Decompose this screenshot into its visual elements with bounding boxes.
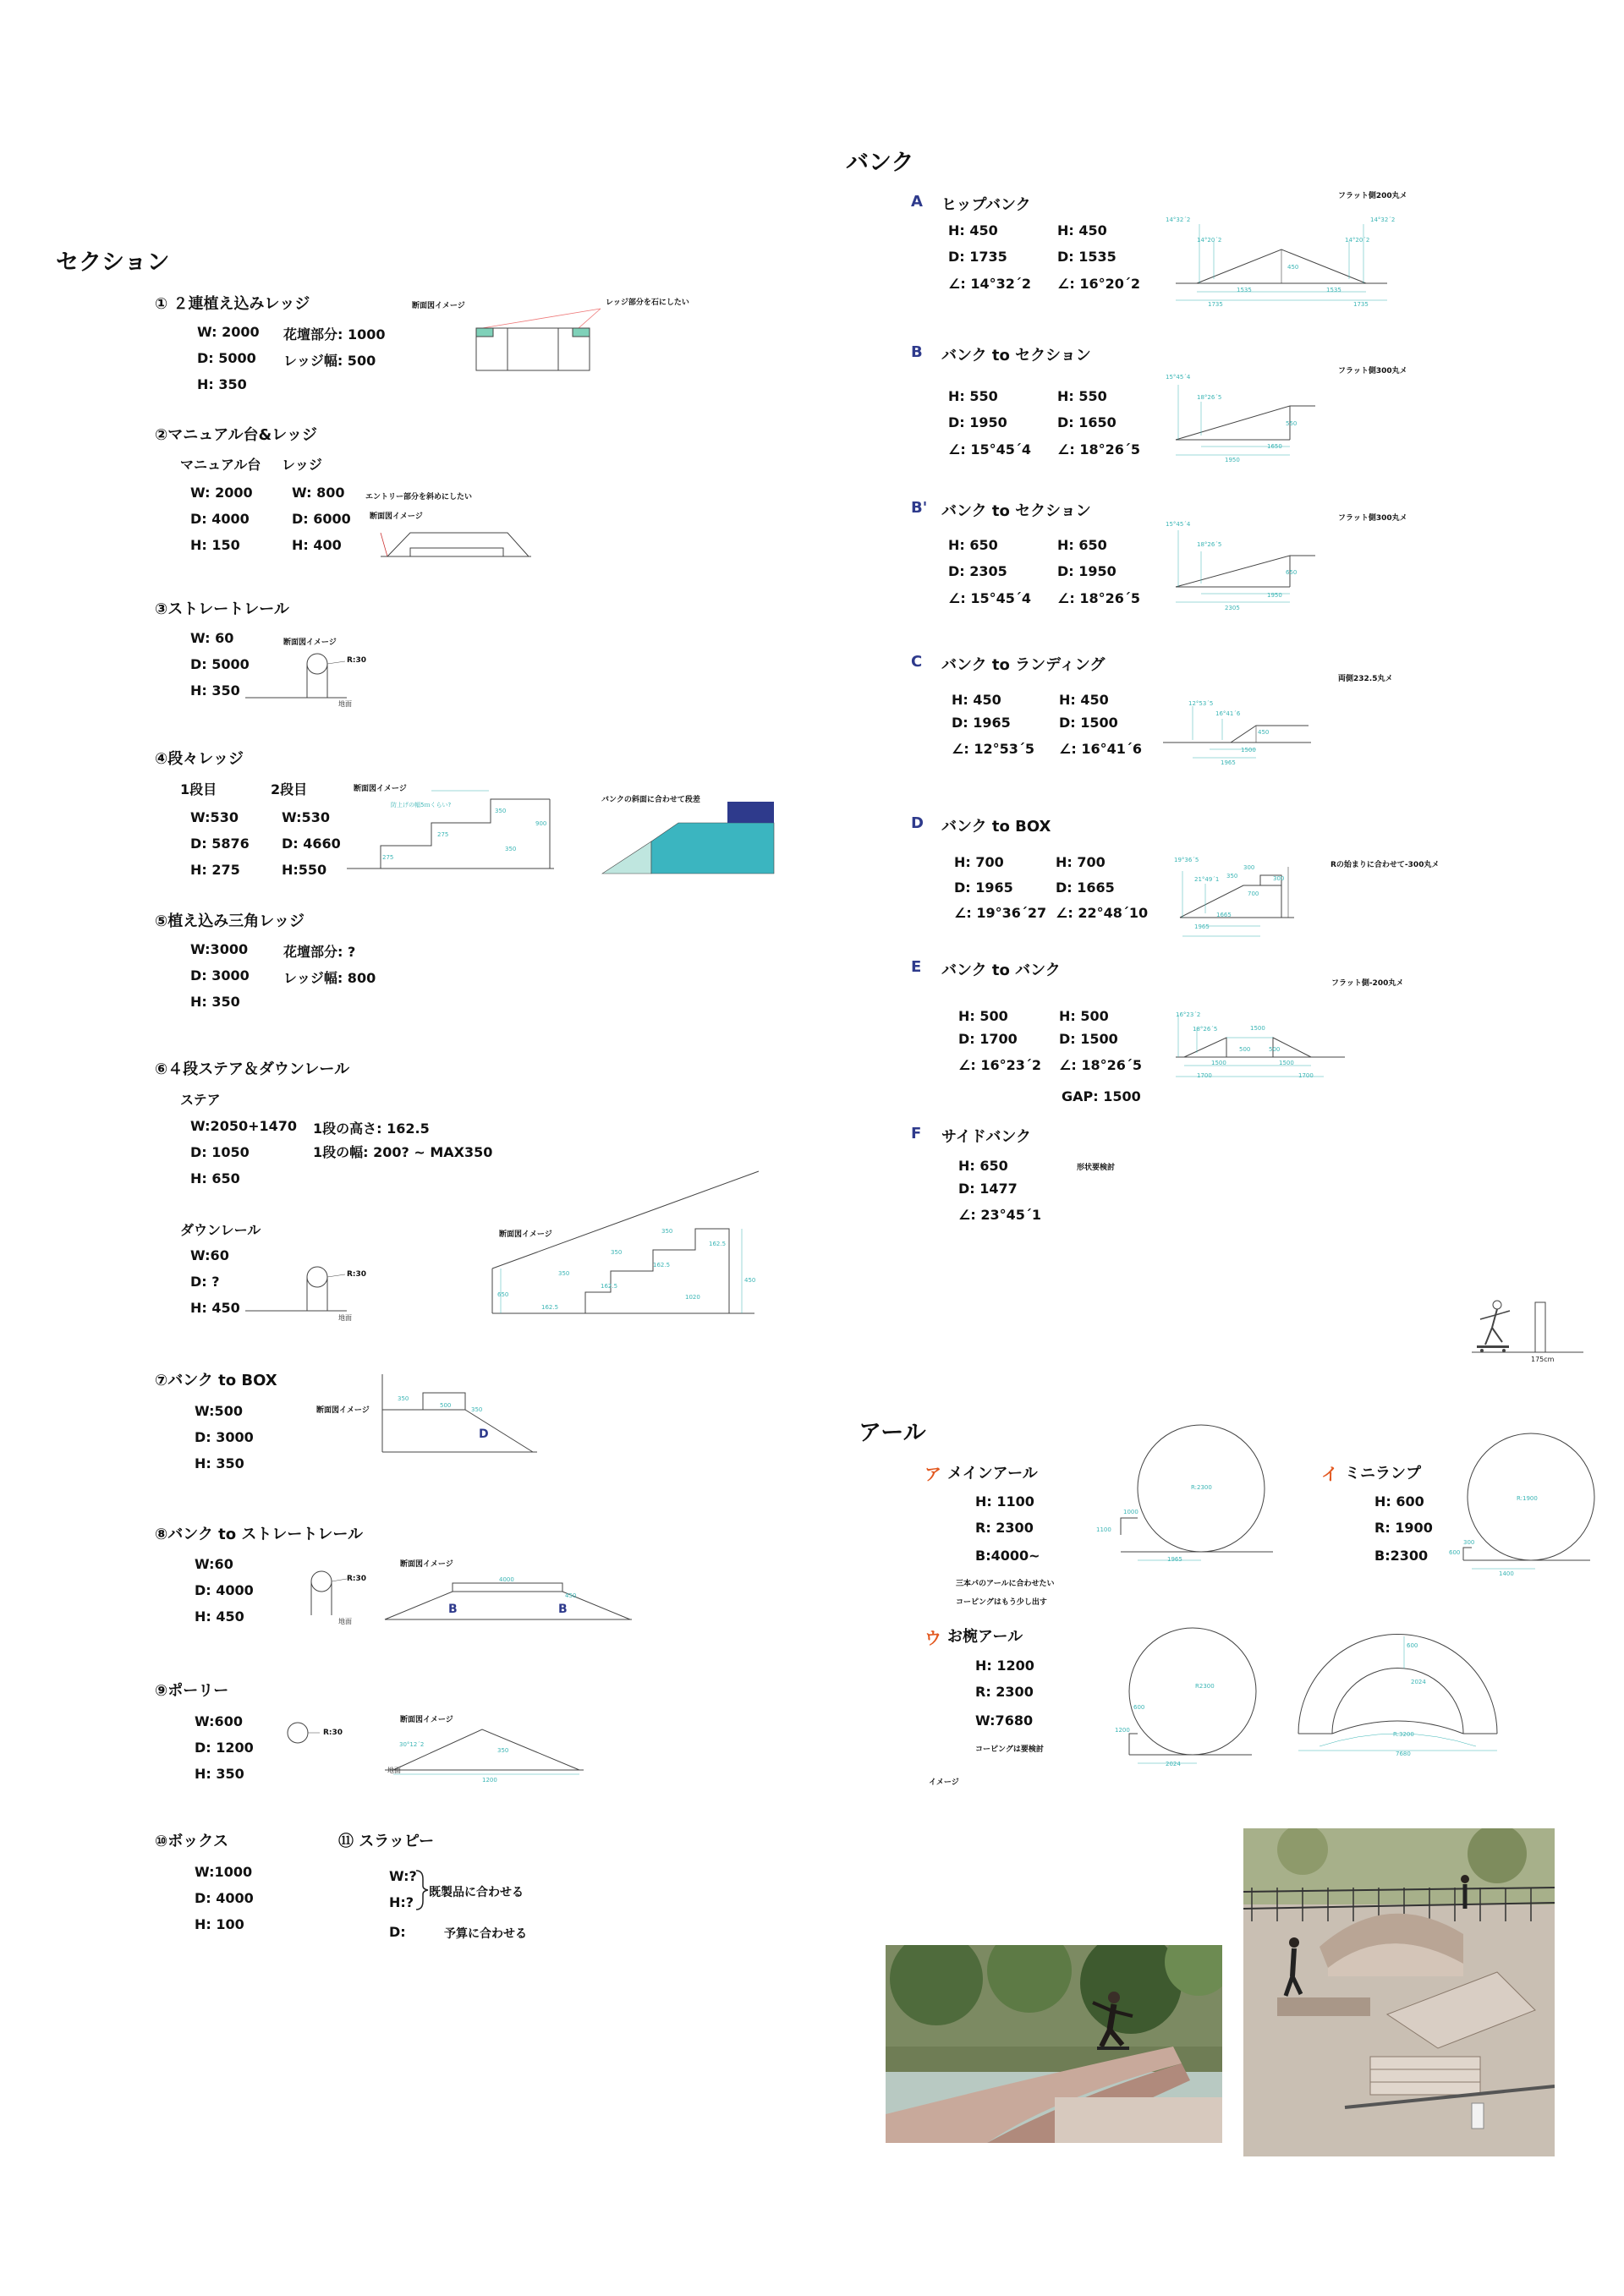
s6-rw: W:60 — [190, 1247, 229, 1263]
bank-e-v500b: 500 — [1269, 1046, 1281, 1053]
bank-b-v550: 550 — [1286, 420, 1298, 427]
s6-rail-diagram — [245, 1260, 347, 1319]
s8-b2: B — [558, 1603, 568, 1616]
bank-b-title: バンク to セクション — [941, 347, 1091, 364]
s7-dim-350a: 350 — [398, 1395, 409, 1402]
s8-diagram — [385, 1581, 634, 1624]
s8-img-label: 断面図イメージ — [400, 1560, 453, 1569]
bank-c-h2: H: 450 — [1059, 692, 1109, 708]
bank-f-a: ∠: 23°45´1 — [958, 1207, 1041, 1223]
s8-title: ⑧バンク to ストレートレール — [155, 1526, 364, 1543]
s3-h: H: 350 — [190, 682, 240, 699]
bank-heading: バンク — [846, 150, 914, 176]
bank-a-letter: A — [911, 193, 923, 211]
s8-w: W:60 — [195, 1556, 233, 1572]
bank-c-a2: ∠: 16°41´6 — [1059, 741, 1142, 757]
bank-d-v700: 700 — [1248, 890, 1259, 897]
skate-photo-left — [886, 1945, 1222, 2143]
bank-d-title: バンク to BOX — [941, 818, 1051, 836]
bank-a-d1: D: 1735 — [948, 249, 1007, 265]
s9-diagram — [385, 1725, 588, 1776]
s6-dim-1020: 1020 — [685, 1294, 700, 1301]
bank-c-h1: H: 450 — [952, 692, 1001, 708]
bank-d-a1: ∠: 19°36´27 — [954, 905, 1047, 921]
s9-ground: 地面 — [387, 1767, 401, 1774]
s4-note2: バンクの斜面に合わせて段差 — [601, 796, 700, 804]
bank-d-d2: D: 1665 — [1056, 879, 1115, 896]
earl-u-kana: ウ — [924, 1628, 941, 1648]
s6-dim-1625d: 162.5 — [541, 1304, 559, 1311]
bank-e-h1: H: 500 — [958, 1008, 1008, 1024]
s11-w: W:? — [389, 1868, 417, 1884]
earl-i-h: H: 600 — [1374, 1493, 1424, 1510]
bank-b-diagram — [1176, 381, 1320, 465]
s5-h: H: 350 — [190, 994, 240, 1010]
bank-e-note: フラット側-200丸メ — [1331, 979, 1404, 988]
s2-d2: D: 6000 — [292, 511, 351, 527]
earl-a-rlabel: R:2300 — [1191, 1484, 1212, 1491]
bank-a-note: フラット側200丸メ — [1338, 192, 1407, 200]
earl-a-title: メインアール — [947, 1465, 1038, 1482]
skate-photo-right — [1243, 1828, 1555, 2156]
s2-w2: W: 800 — [292, 485, 345, 501]
earl-a-h: H: 1100 — [975, 1493, 1034, 1510]
s6-dim-450: 450 — [744, 1277, 756, 1284]
s8-b1: B — [448, 1603, 458, 1616]
s4-dim-350a: 350 — [495, 808, 507, 814]
bank-c-v1500: 1500 — [1241, 747, 1256, 753]
s1-d: D: 5000 — [197, 350, 256, 366]
bank-d-v1965: 1965 — [1194, 923, 1210, 930]
bank-e-h2: H: 500 — [1059, 1008, 1109, 1024]
s6-step-h: 1段の高さ: 162.5 — [313, 1121, 430, 1137]
s2-title: ②マニュアル台&レッジ — [155, 426, 318, 444]
s8-r: R:30 — [347, 1575, 367, 1583]
section-heading: セクション — [56, 249, 170, 276]
s2-h2: H: 400 — [292, 537, 342, 553]
bank-b2-a2: ∠: 18°26´5 — [1057, 590, 1140, 606]
s11-d: D: — [389, 1924, 406, 1940]
s9-dim-350: 350 — [497, 1747, 509, 1754]
s8-ground: 地面 — [338, 1618, 352, 1625]
earl-image-label: イメージ — [929, 1778, 959, 1787]
bank-e-v1500b: 1500 — [1211, 1060, 1226, 1066]
s9-rail-circle — [286, 1721, 311, 1746]
s9-r: R:30 — [323, 1729, 343, 1737]
s5-w: W:3000 — [190, 941, 249, 957]
earl-i-v300: 300 — [1463, 1539, 1475, 1546]
s4-d1: D: 5876 — [190, 836, 250, 852]
s6-dim-650: 650 — [497, 1291, 509, 1298]
s6-dim-1625c: 162.5 — [601, 1283, 618, 1290]
s1-note: レッジ部分を石にしたい — [606, 299, 689, 307]
earl-a-note2: コーピングはもう少し出す — [956, 1598, 1047, 1607]
bank-f-note: 形状要検討 — [1077, 1164, 1116, 1172]
bank-c-d2: D: 1500 — [1059, 715, 1118, 731]
bank-a-d2: D: 1535 — [1057, 249, 1116, 265]
s1-diagram — [474, 300, 592, 376]
s1-title: ① ２連植え込みレッジ — [155, 295, 310, 313]
s1-h: H: 350 — [197, 376, 247, 392]
bank-d-a2: ∠: 22°48´10 — [1056, 905, 1149, 921]
bank-b2-ang2: 18°26´5 — [1197, 541, 1222, 548]
s8-dim-4000: 4000 — [499, 1576, 514, 1583]
s1-w: W: 2000 — [197, 324, 260, 340]
bank-b2-letter: B' — [911, 499, 928, 517]
s4-dim-350b: 350 — [505, 846, 517, 852]
bank-f-d: D: 1477 — [958, 1181, 1018, 1197]
s11-note2: 予算に合わせる — [444, 1927, 527, 1941]
bank-d-v350: 350 — [1226, 873, 1238, 879]
bank-e-letter: E — [911, 958, 922, 976]
s6-rh: H: 450 — [190, 1300, 240, 1316]
s4-d2: D: 4660 — [282, 836, 341, 852]
s9-angle: 30°12´2 — [399, 1741, 425, 1748]
bank-b-d2: D: 1650 — [1057, 414, 1116, 430]
earl-i-title: ミニランプ — [1345, 1465, 1421, 1482]
s2-d1: D: 4000 — [190, 511, 250, 527]
bank-f-letter: F — [911, 1125, 922, 1143]
s2-w1: W: 2000 — [190, 485, 253, 501]
s4-h1: H: 275 — [190, 862, 240, 878]
s7-d: D: 3000 — [195, 1429, 254, 1445]
s3-ground: 地面 — [338, 700, 352, 708]
s9-h: H: 350 — [195, 1766, 244, 1782]
bank-b-ang1: 15°45´4 — [1166, 374, 1191, 381]
bank-d-ang1: 19°36´5 — [1174, 857, 1199, 863]
bank-f-h: H: 650 — [958, 1158, 1008, 1174]
bank-a-diagram — [1176, 220, 1396, 304]
bank-d-ang2: 21°49´1 — [1194, 876, 1220, 883]
s1-img-label: 断面図イメージ — [412, 302, 465, 310]
bank-b2-v2305: 2305 — [1225, 605, 1240, 611]
s3-title: ③ストレートレール — [155, 600, 289, 618]
bank-b2-note: フラット側300丸メ — [1338, 514, 1407, 523]
bank-e-d2: D: 1500 — [1059, 1031, 1118, 1047]
bank-b-v1950: 1950 — [1225, 457, 1240, 463]
bank-b2-v650: 650 — [1286, 569, 1298, 576]
skater-scale-icon — [1472, 1298, 1586, 1366]
earl-u-v2024: 2024 — [1166, 1761, 1181, 1767]
s8-rail-diagram — [262, 1564, 347, 1624]
bank-c-title: バンク to ランディング — [941, 656, 1106, 674]
s5-ledge: レッジ幅: 800 — [283, 970, 376, 986]
s4-title: ④段々レッジ — [155, 750, 244, 768]
s3-r: R:30 — [347, 656, 367, 665]
s6-d: D: 1050 — [190, 1144, 250, 1160]
s10-h: H: 100 — [195, 1916, 244, 1932]
s4-note: 防上げの幅5ｍくらい? — [391, 802, 452, 808]
bank-a-v450: 450 — [1287, 264, 1299, 271]
bank-b-note: フラット側300丸メ — [1338, 367, 1407, 375]
s4-h2: H:550 — [282, 862, 327, 878]
bank-e-gap: GAP: 1500 — [1062, 1088, 1141, 1104]
s6-rd: D: ? — [190, 1274, 220, 1290]
earl-i-b: B:2300 — [1374, 1548, 1429, 1564]
bank-d-v300a: 300 — [1243, 864, 1255, 871]
s9-dim-1200: 1200 — [482, 1777, 497, 1784]
s8-d: D: 4000 — [195, 1582, 254, 1598]
bank-a-v1735b: 1735 — [1353, 301, 1369, 308]
s2-col2: レッジ — [282, 457, 322, 473]
s11-note1: 既製品に合わせる — [429, 1886, 524, 1899]
bank-a-v1535a: 1535 — [1237, 287, 1252, 293]
bank-a-v1535b: 1535 — [1326, 287, 1341, 293]
s2-col1: マニュアル台 — [180, 457, 261, 473]
bank-b2-d2: D: 1950 — [1057, 563, 1116, 579]
bank-b2-h2: H: 650 — [1057, 537, 1107, 553]
earl-heading: アール — [859, 1420, 926, 1446]
bank-c-v1965: 1965 — [1221, 759, 1236, 766]
bank-b-h2: H: 550 — [1057, 388, 1107, 404]
bank-e-a2: ∠: 18°26´5 — [1059, 1057, 1142, 1073]
bank-e-v1500a: 1500 — [1250, 1025, 1265, 1032]
s1-ledge: レッジ幅: 500 — [283, 353, 376, 369]
earl-u-v1200: 1200 — [1115, 1727, 1130, 1734]
s2-note: エントリー部分を斜めにしたい — [365, 493, 473, 501]
bank-a-title: ヒップバンク — [941, 196, 1031, 214]
s6-title: ⑥４段ステア＆ダウンレール — [155, 1060, 350, 1078]
bank-e-title: バンク to バンク — [941, 962, 1061, 979]
earl-u-r2: R:3200 — [1393, 1731, 1414, 1738]
earl-u-v600: 600 — [1133, 1704, 1145, 1711]
bank-e-ang1: 16°23´2 — [1176, 1011, 1201, 1018]
bank-b-letter: B — [911, 343, 923, 361]
earl-u-w: W:7680 — [975, 1712, 1034, 1729]
s7-h: H: 350 — [195, 1455, 244, 1471]
earl-u-rlabel: R2300 — [1195, 1683, 1215, 1690]
s9-d: D: 1200 — [195, 1740, 254, 1756]
bank-b2-d1: D: 2305 — [948, 563, 1007, 579]
s6-dim-350c: 350 — [558, 1270, 570, 1277]
s7-dim-500: 500 — [440, 1402, 452, 1409]
earl-a-v1000: 1000 — [1123, 1509, 1138, 1515]
bank-a-h2: H: 450 — [1057, 222, 1107, 238]
bank-d-d1: D: 1965 — [954, 879, 1013, 896]
bank-e-ang2: 18°26´5 — [1193, 1026, 1218, 1033]
earl-a-note1: 三本パのアールに合わせたい — [956, 1580, 1055, 1588]
bank-c-ang1: 12°53´5 — [1188, 700, 1214, 707]
s5-title: ⑤植え込み三角レッジ — [155, 912, 305, 930]
s6-sub2: ダウンレール — [180, 1222, 261, 1238]
earl-a-v1965: 1965 — [1167, 1556, 1182, 1563]
earl-i-kana: イ — [1321, 1464, 1338, 1484]
skater-scale-label: 175cm — [1531, 1356, 1555, 1363]
bank-a-ang1: 14°32´2 — [1166, 216, 1191, 223]
s4-col1: 1段目 — [180, 781, 217, 797]
s4-w2: W:530 — [282, 809, 330, 825]
bank-a-ang2: 14°20´2 — [1197, 237, 1222, 244]
s2-diagram — [381, 524, 533, 562]
bank-a-h1: H: 450 — [948, 222, 998, 238]
s5-flower: 花壇部分: ? — [283, 944, 356, 960]
bank-b-h1: H: 550 — [948, 388, 998, 404]
earl-u-v600b: 600 — [1407, 1642, 1418, 1649]
bank-c-a1: ∠: 12°53´5 — [952, 741, 1034, 757]
s6-img-label: 断面図イメージ — [499, 1230, 552, 1239]
bank-e-d1: D: 1700 — [958, 1031, 1018, 1047]
earl-i-r: R: 1900 — [1374, 1520, 1433, 1536]
s4-dim-275b: 275 — [437, 831, 449, 838]
bank-c-d1: D: 1965 — [952, 715, 1011, 731]
earl-u-r: R: 2300 — [975, 1684, 1034, 1700]
bank-b-v1650: 1650 — [1267, 443, 1282, 450]
bank-b2-title: バンク to セクション — [941, 502, 1091, 520]
s4-col2: 2段目 — [271, 781, 308, 797]
earl-a-b: B:4000~ — [975, 1548, 1040, 1564]
s4-dim-275a: 275 — [382, 854, 394, 861]
earl-u-diagram — [1108, 1624, 1260, 1776]
earl-u-h: H: 1200 — [975, 1658, 1034, 1674]
s6-dim-350a: 350 — [661, 1228, 673, 1235]
bank-d-h2: H: 700 — [1056, 854, 1106, 870]
bank-e-v1700a: 1700 — [1197, 1072, 1212, 1079]
earl-u-note: コーピングは要検討 — [975, 1745, 1044, 1754]
s4-dim-900: 900 — [535, 820, 547, 827]
s9-w: W:600 — [195, 1713, 243, 1729]
s8-dim-450: 450 — [565, 1592, 577, 1599]
bank-b2-v1950: 1950 — [1267, 592, 1282, 599]
s6-h: H: 650 — [190, 1170, 240, 1186]
bank-b2-diagram — [1176, 526, 1320, 611]
earl-i-v1400: 1400 — [1499, 1570, 1514, 1577]
s7-title: ⑦バンク to BOX — [155, 1372, 277, 1389]
earl-u-w2: 7680 — [1396, 1751, 1411, 1757]
s6-sub1: ステア — [180, 1092, 221, 1108]
bank-d-letter: D — [911, 814, 924, 832]
bank-a-a1: ∠: 14°32´2 — [948, 276, 1031, 292]
s6-ground: 地面 — [338, 1314, 352, 1322]
earl-u-title: お椀アール — [947, 1628, 1023, 1646]
s4-step-diagram — [347, 791, 558, 875]
bank-d-v300b: 300 — [1273, 875, 1285, 882]
bank-e-v1700b: 1700 — [1298, 1072, 1314, 1079]
earl-a-diagram — [1091, 1421, 1277, 1573]
s7-diagram — [381, 1374, 550, 1455]
s3-d: D: 5000 — [190, 656, 250, 672]
s7-w: W:500 — [195, 1403, 243, 1419]
s4-img-label: 断面図イメージ — [354, 785, 407, 793]
earl-a-r: R: 2300 — [975, 1520, 1034, 1536]
bank-a-v1735a: 1735 — [1208, 301, 1223, 308]
s6-step-w: 1段の幅: 200? ~ MAX350 — [313, 1144, 493, 1160]
bank-e-v500a: 500 — [1239, 1046, 1251, 1053]
s3-img-label: 断面図イメージ — [283, 638, 337, 647]
s6-r: R:30 — [347, 1270, 367, 1279]
bank-b-d1: D: 1950 — [948, 414, 1007, 430]
s6-dim-1625b: 162.5 — [653, 1262, 671, 1269]
s10-w: W:1000 — [195, 1864, 253, 1880]
s10-d: D: 4000 — [195, 1890, 254, 1906]
earl-u-v2024b: 2024 — [1411, 1679, 1426, 1685]
bank-e-a1: ∠: 16°23´2 — [958, 1057, 1041, 1073]
bank-f-title: サイドバンク — [941, 1128, 1032, 1146]
s3-w: W: 60 — [190, 630, 234, 646]
bank-a-a2: ∠: 16°20´2 — [1057, 276, 1140, 292]
earl-i-v600: 600 — [1449, 1549, 1461, 1556]
s10-title: ⑩ボックス — [155, 1833, 229, 1850]
bank-d-h1: H: 700 — [954, 854, 1004, 870]
s6-w: W:2050+1470 — [190, 1118, 298, 1134]
bank-c-v450: 450 — [1258, 729, 1270, 736]
bank-b-a1: ∠: 15°45´4 — [948, 441, 1031, 458]
s7-dlabel: D — [479, 1427, 489, 1441]
earl-a-v1100: 1100 — [1096, 1526, 1111, 1533]
s11-title: ⑪ スラッピー — [338, 1833, 435, 1850]
bank-a-ang3: 14°20´2 — [1345, 237, 1370, 244]
earl-i-rlabel: R:1900 — [1517, 1495, 1538, 1502]
s11-h: H:? — [389, 1894, 414, 1910]
bank-b2-h1: H: 650 — [948, 537, 998, 553]
s4-w1: W:530 — [190, 809, 239, 825]
bank-e-v1500c: 1500 — [1279, 1060, 1294, 1066]
s3-rail-diagram — [245, 647, 347, 706]
bank-c-letter: C — [911, 653, 923, 671]
s8-h: H: 450 — [195, 1608, 244, 1625]
s2-h1: H: 150 — [190, 537, 240, 553]
s1-flower: 花壇部分: 1000 — [283, 326, 386, 342]
s6-dim-350b: 350 — [611, 1249, 623, 1256]
bank-b2-ang1: 15°45´4 — [1166, 521, 1191, 528]
bank-d-v1665: 1665 — [1216, 912, 1232, 918]
s7-dim-350b: 350 — [471, 1406, 483, 1413]
s9-title: ⑨ポーリー — [155, 1682, 229, 1700]
bank-c-note: 両側232.5丸メ — [1338, 675, 1393, 683]
bank-b-ang2: 18°26´5 — [1197, 394, 1222, 401]
s9-img-label: 断面図イメージ — [400, 1716, 453, 1724]
bank-d-note: Rの始まりに合わせて-300丸メ — [1330, 861, 1440, 869]
bank-a-ang4: 14°32´2 — [1370, 216, 1396, 223]
earl-a-kana: ア — [924, 1464, 941, 1484]
bank-b2-a1: ∠: 15°45´4 — [948, 590, 1031, 606]
bank-b-a2: ∠: 18°26´5 — [1057, 441, 1140, 458]
s7-img-label: 断面図イメージ — [316, 1406, 370, 1415]
bank-c-ang2: 16°41´6 — [1215, 710, 1241, 717]
s2-img-label: 断面図イメージ — [370, 512, 423, 521]
s4-bank-diagram — [601, 799, 778, 875]
s6-dim-1625a: 162.5 — [709, 1241, 727, 1247]
s5-d: D: 3000 — [190, 967, 250, 984]
